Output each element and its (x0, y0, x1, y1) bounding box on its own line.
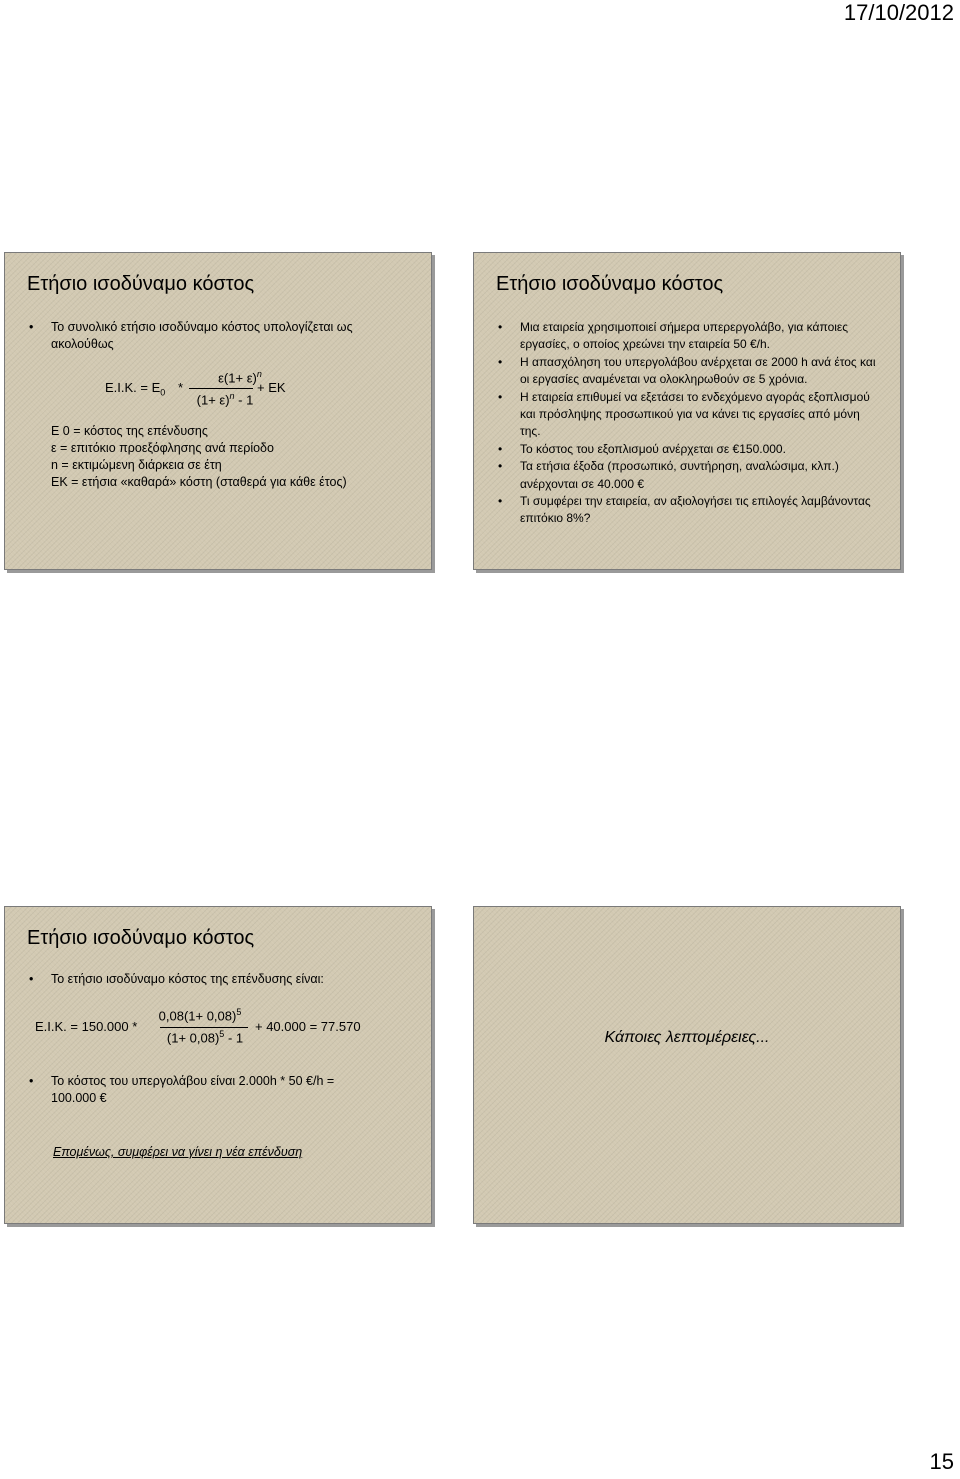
formula-lhs-sub: 0 (160, 387, 166, 398)
bullet-item: • Η απασχόληση του υπεργολάβου ανέρχεται σε 2000 h ανά έτος και οι εργασίες αναμένεται να ολοκληρωθούν σε 5 χρόνια. (496, 354, 881, 389)
bullet-item: • Η εταιρεία επιθυμεί να εξετάσει το ενδεχόμενο αγοράς εξοπλισμού και πρόσληψης προσωπικού για να κάνει τις εργασίες από μόνη της. (496, 389, 881, 441)
formula-den-exp: 5 (219, 1029, 225, 1039)
formula-den-tail: - 1 (227, 1030, 244, 1046)
formula-den-tail: - 1 (238, 392, 254, 408)
formula-denominator-wrap (189, 391, 261, 407)
formula-denominator: (1+ ε) (196, 392, 230, 408)
definitions (51, 423, 421, 491)
bullet-item: • Το κόστος του υπεργολάβου είναι 2.000h * 50 €/h = 100.000 € (27, 1073, 377, 1107)
formula-mult: * (178, 380, 184, 395)
slide-2 (473, 252, 901, 570)
bullet-list (27, 1073, 377, 1107)
bullet-list (27, 319, 407, 353)
formula-num-exp: n (256, 369, 262, 379)
slide-title: Ετήσιο ισοδύναμο κόστος (27, 273, 255, 295)
bullet-list (27, 971, 407, 988)
definition-item: ΕΚ = ετήσια «καθαρά» κόστη (σταθερά για κάθε έτος) (51, 475, 347, 489)
slide-1 (4, 252, 432, 570)
fraction-line (189, 388, 253, 389)
bullet-item: • Το κόστος του εξοπλισμού ανέρχεται σε €150.000. (496, 441, 881, 458)
formula-plus: + EK (257, 380, 286, 395)
slide-title: Ετήσιο ισοδύναμο κόστος (496, 273, 724, 295)
formula-num-exp: 5 (236, 1007, 242, 1017)
formula-rhs: + 40.000 = 77.570 (255, 1019, 361, 1034)
conclusion-text: Επομένως, συμφέρει να γίνει η νέα επένδυση (53, 1145, 303, 1159)
formula-lhs: E.I.K. = E (105, 380, 161, 395)
bullet-item: • Το συνολικό ετήσιο ισοδύναμο κόστος υπολογίζεται ως ακολούθως (27, 319, 407, 353)
slide-title: Ετήσιο ισοδύναμο κόστος (27, 927, 255, 949)
slide-4 (473, 906, 901, 1224)
bullet-item: • Το ετήσιο ισοδύναμο κόστος της επένδυσης είναι: (27, 971, 407, 988)
formula-denominator-wrap (157, 1029, 253, 1045)
header-date: 17/10/2012 (843, 0, 954, 25)
definition-item: E 0 = κόστος της επένδυσης (51, 424, 208, 438)
formula-numerator-wrap (155, 1007, 245, 1023)
formula-denominator: (1+ 0,08) (166, 1030, 220, 1046)
definition-item: ε = επιτόκιο προεξόφλησης ανά περίοδο (51, 441, 274, 455)
slide-3 (4, 906, 432, 1224)
formula-lhs: E.I.K. = 150.000 * (35, 1019, 138, 1034)
bullet-item: • Μια εταιρεία χρησιμοποιεί σήμερα υπερεργολάβο, για κάποιες εργασίες, ο οποίος χρεώνει την εταιρεία 50 €/h. (496, 319, 881, 354)
bullet-item: • Τι συμφέρει την εταιρεία, αν αξιολογήσει τις επιλογές λαμβάνοντας επιτόκιο 8%? (496, 493, 881, 528)
formula-numerator: ε(1+ ε) (218, 370, 257, 386)
formula-den-exp: n (229, 391, 235, 401)
page-number: 15 (929, 1449, 954, 1474)
definition-item: n = εκτιμώμενη διάρκεια σε έτη (51, 458, 222, 472)
fraction-line (160, 1027, 248, 1028)
formula-numerator: 0,08(1+ 0,08) (158, 1008, 237, 1024)
slide-caption: Κάποιες λεπτομέρειες... (604, 1029, 770, 1046)
bullet-item: • Τα ετήσια έξοδα (προσωπικό, συντήρηση, αναλώσιμα, κλπ.) ανέρχονται σε 40.000 € (496, 458, 881, 493)
bullet-list (496, 319, 881, 528)
